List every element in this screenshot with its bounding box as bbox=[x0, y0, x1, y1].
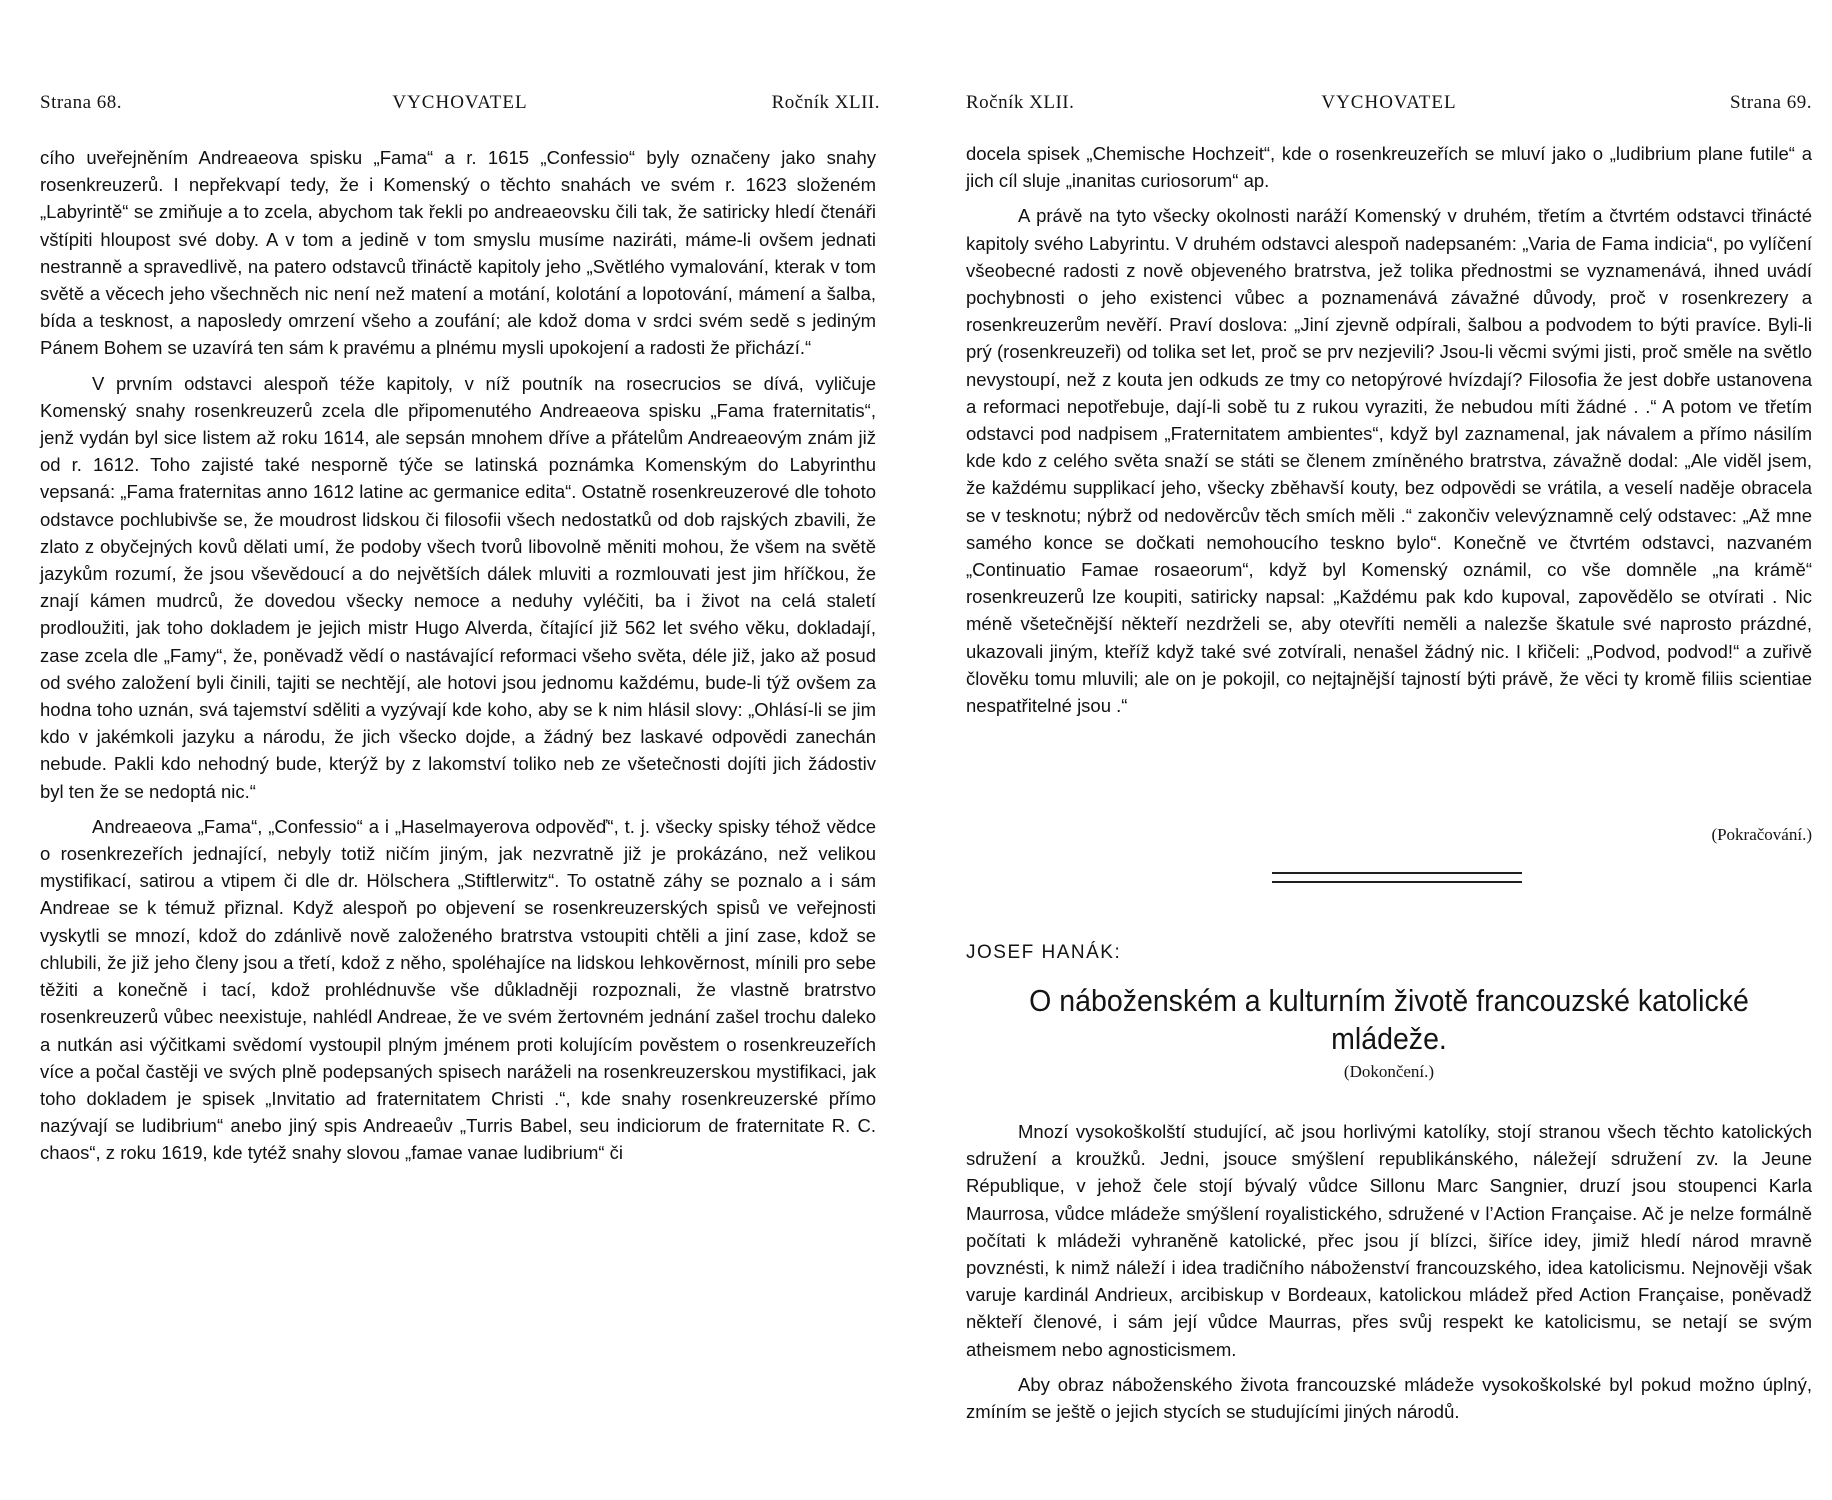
right-volume: Ročník XLII. bbox=[966, 92, 1075, 113]
article-author: JOSEF HANÁK: bbox=[966, 942, 1122, 963]
divider-rule bbox=[1272, 881, 1522, 883]
paragraph: Aby obraz náboženského života francouzské mládeže vysokoškolské byl pokud možno úplný, zmíním se ještě o jejich stycích se studujícími jiných národů. bbox=[966, 1373, 1812, 1423]
right-journal-title: VYCHOVATEL bbox=[1321, 92, 1457, 113]
article-subtitle: (Dokončení.) bbox=[1343, 1062, 1435, 1081]
paragraph: Andreaeova „Fama“, „Confessio“ a i „Haselmayerova odpověď“, t. j. všecky spisky téhož vědce o rosenkrezeřích jednající, nebyly totiž ničím jiným, jak nezvratně již je prokázáno, než velikou mystifikací, satirou a vtipem či dle dr. Hölschera „Stiftlerwitz“. To ostatně záhy se poznalo a i sám Andreae se k témuž přiznal. Když alespoň po objevení se rosenkreuzerských spisů ve veřejnosti vyskytli se mnozí, kdož do zdánlivě nově založeného bratrstva vstoupiti chtěli a jiní zase, kdož se chlubili, že již jeho členy jsou a třetí, kdož z něho, spoléhajíce na lidskou lehkověrnost, mínili pro sebe těžiti a konečně i tací, kdož prohlédnuvše vše důkladněji rozpoznali, že vlastně bratrstvo rosenkreuzerů vůbec neexistuje, nahlédl Andreae, že ve svém žertovném jednání zašel trochu daleko a nutkán asi výčitkami svědomí vystoupil plným jménem proti kolujícím pověstem o rosenkreuzeřích více a počal častěji ve svých plně podepsaných spisech naráželi na rosenkreuzerskou mystifikaci, jak toho dokladem je spisek „Invitatio ad fraternitatem Christi .“, kde snahy rosenkreuzerské přímo nazývají se ludibrium“ anebo jiný spis Andreaeův „Turris Babel, seu indiciorum de fraternitate R. C. chaos“, z roku 1619, kde tytéž snahy slovou „famae vanae ludibrium“ či bbox=[40, 815, 876, 1164]
right-page bbox=[916, 0, 1832, 1500]
article-title: O náboženském a kulturním životě francouzské katolické mládeže. bbox=[1029, 983, 1749, 1056]
left-page-number: Strana 68. bbox=[40, 92, 123, 113]
left-volume: Ročník XLII. bbox=[771, 92, 880, 113]
article-body-text bbox=[966, 1118, 1812, 1433]
left-journal-title: VYCHOVATEL bbox=[392, 92, 528, 113]
paragraph: docela spisek „Chemische Hochzeit“, kde o rosenkreuzeřích se mluví jako o „ludibrium plane futile“ a jich cíl sluje „inanitas curiosorum“ ap. bbox=[966, 143, 1812, 192]
section-divider bbox=[1272, 872, 1522, 884]
paragraph: cího uveřejněním Andreaeova spisku „Fama“ a r. 1615 „Confessio“ byly označeny jako snahy rosenkreuzerů. I nepřekvapí tedy, že i Komenský o těchto snahách ve svém r. 1623 složeném „Labyrintě“ se zmiňuje a to zcela, abychom tak řekli po andreaeovsku čili tak, že satiricky hledí čtenáři vštípiti hloupost své doby. A v tom a jedině v tom smyslu musíme naziráti, máme-li ovšem jednati nestranně a spravedlivě, na patero odstavců třináctě kapitoly jeho „Světlého vymalování, kterak v tom světě a věcech jeho všechněch nic není než matení a motání, kolotání a lopotování, mámení a šalba, bída a tesknost, a naposledy omrzení všeho a zoufání; ale kdož doma v srdci svém sedě s jediným Pánem Bohem se uzavírá ten sám k pravému a plnému mysli upokojení a radosti že přichází.“ bbox=[40, 147, 876, 359]
right-running-head bbox=[966, 88, 1812, 118]
left-running-head bbox=[40, 88, 880, 118]
paragraph: A právě na tyto všecky okolnosti naráží Komenský v druhém, třetím a čtvrtém odstavci třinácté kapitoly svého Labyrintu. V druhém odstavci alespoň nadepsaném: „Varia de Fama indicia“, po vylíčení všeobecné radosti z nově objeveného bratrstva, jež tolika přednostmi se vyznamenává, ihned uvádí pochybnosti o jeho existenci vůbec a poznamenává závažné důvody, proč v rosenkrezery a rosenkreuzerům nevěří. Praví doslova: „Jiní zjevně odpírali, šalbou a podvodem to býti pravíce. Byli-li prý (rosenkreuzeři) od tolika set let, proč se prv nezjevili? Jsou-li věcmi svými jisti, proč směle na světlo nevystoupí, než z kouta jen odkuds ze tmy co netopýrové hvízdají? Filosofia že jest dobře ustanovena a reformaci nepotřebuje, dají-li sobě tu z rukou vyraziti, že nebudou míti žádné . .“ A potom ve třetím odstavci pod nadpisem „Fraternitatem ambientes“, když byl zaznamenal, jak návalem a přímo násilím kde kdo z celého světa snaží se státi se členem zmíněného bratrstva, závažně dodal: „Ale viděl jsem, že každému supplikací jeho, všecky zběhavší kouty, bez odpovědi se vrátila, a veselí naděje obracela se v tesknotu; nýbrž od nedověrcův těch smích měli .“ zakončiv velevýznamně celý odstavec: „Až mne samého konce se dočkati nemohoucího teskno bylo“. Konečně ve čtvrtém odstavci, nazvaném „Continuatio Famae rosaeorum“, když byl Komenský oznámil, co vše domněle „na krámě“ rosenkreuzerů lze koupiti, satiricky napsal: „Každému pak kdo kupoval, zapovědělo se otvírati . Nic méně všetečnější někteří nezdrželi se, aby otevříti neměli a nalezše škatule své naprosto prázdné, ukazovali jiným, kteříž když také své zotvírali, nenašel žádný nic. I křičeli: „Podvod, podvod!“ a zuřivě člověku tomu mluvili; ale on je pokojil, co nejtajnější tajností býti právě, že věci ty kromě filiis scientiae nespatřitelné jsou .“ bbox=[966, 205, 1812, 717]
paragraph: Mnozí vysokoškolští studující, ač jsou horlivými katolíky, stojí stranou všech těchto katolických sdružení a kroužků. Jedni, jsouce smýšlení republikánského, náležejí sdružení zv. la Jeune République, v jehož čele stojí bývalý vůdce Sillonu Marc Sangnier, druzí jsou stoupenci Karla Maurrosa, vůdce mládeže smýšlení royalistického, sdružené v l’Action Française. Ač je nelze formálně počítati k mládeži vyhraněně katolické, přec jsou jí blízci, šiříce idey, jimiž hledí národ mravně povznésti, k nimž náleží i idea tradičního náboženství francouzského, idea katolicismu. Nejnověji však varuje kardinál Andrieux, arcibiskup v Bordeaux, katolickou mládež před Action Française, poněvadž někteří členové, i sám její vůdce Maurras, přes svůj respekt ke katolicismu, se netají se svým atheismem nebo agnosticismem. bbox=[966, 1121, 1812, 1360]
right-page-number: Strana 69. bbox=[1729, 92, 1812, 113]
divider-rule bbox=[1272, 872, 1522, 874]
continued-note: (Pokračování.) bbox=[1711, 825, 1812, 844]
paragraph: V prvním odstavci alespoň téže kapitoly, v níž poutník na rosecrucios se dívá, vyličuje Komenský snahy rosenkreuzerů zcela dle připomenutého Andreaeova spisku „Fama fraternitatis“, jenž vydán byl sice listem až roku 1614, ale sepsán mnohem dříve a přátelům Andreaeovým znám již od r. 1612. Toho zajisté také nesporně týče se latinská poznámka Komenským do Labyrinthu vepsaná: „Fama fraternitas anno 1612 latine ac germanice edita“. Ostatně rosenkreuzerové dle tohoto odstavce pochlubivše se, že moudrost lidskou či filosofii všech nedostatků od dob rajských zbavili, že zlato z obyčejných kovů dělati umí, že podoby všech tvorů libovolně měniti mohou, že všem na světě jazykům rozumí, že jsou vševědoucí a do největších dálek mluviti a rozmlouvati jest jim hříčkou, že znají kámen mudrců, že dovedou všecky nemoce a neduhy vyléčiti, ba i život na celá staletí prodloužiti, jak toho dokladem je jejich mistr Hugo Alverda, čítající již 562 let svého věku, dokladají, zase zcela dle „Famy“, že, poněvadž vědí o nastávající reformaci všeho světa, déle již, jako až posud od svého založení byli činili, tajiti se nechtějí, ale hotovi jsou jednomu každému, bude-li týž ovšem za hodna toho uznán, svá tajemství sděliti a vyzývají kde koho, aby se k nim hlásil slovy: „Ohlásí-li se jim kdo v jakémkoli jazyku a národu, že jich všecko dojde, a žádný bez laskavé odpovědi zanechán nebude. Pakli kdo nehodný bude, kterýž by z lakomství toliko neb ze všetečnosti dojíti jich žádostiv byl ten že se nedoptá nic.“ bbox=[40, 372, 876, 802]
left-body-text bbox=[40, 144, 876, 1175]
right-body-text bbox=[966, 140, 1812, 727]
